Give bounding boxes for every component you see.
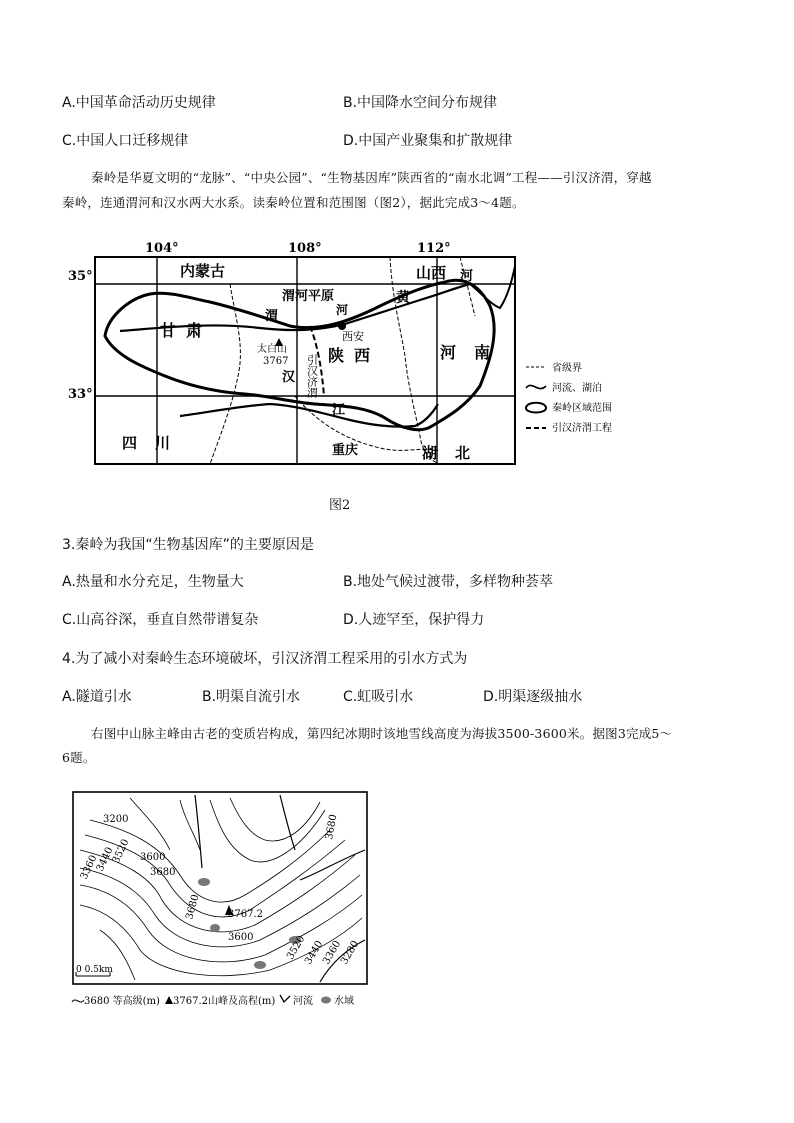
- legend-contour: 3680 等高级(m): [84, 996, 160, 1007]
- q4-option-c[interactable]: C.虹吸引水: [343, 689, 414, 705]
- label-han: 汉: [282, 370, 296, 385]
- contour-3440-left: 3440: [94, 845, 116, 874]
- contour-3360-right: 3360: [321, 938, 344, 967]
- intro1-line2: 秦岭，连通渭河和汉水两大水系。读秦岭位置和范围图（图2），据此完成3～4题。: [62, 195, 525, 210]
- contour-3280-right: 3280: [339, 938, 362, 967]
- label-taibai: 太白山: [257, 344, 287, 355]
- scale-bar: 0 0.5km: [76, 965, 113, 975]
- contour-3680-left: 3680: [150, 867, 176, 878]
- contour-3600-left: 3600: [140, 852, 166, 863]
- label-neimenggu: 内蒙古: [180, 262, 226, 280]
- q4-option-a[interactable]: A.隧道引水: [62, 689, 132, 705]
- legend-yinhan-project: 引汉济渭工程: [552, 423, 612, 434]
- lat-35: 35°: [68, 269, 93, 284]
- label-he-right: 河: [460, 269, 474, 284]
- label-weihe-plain: 渭河平原: [282, 289, 335, 304]
- option-a-prev[interactable]: A.中国革命活动历史规律: [62, 95, 216, 111]
- label-shanxi: 山西: [416, 264, 447, 282]
- lon-112: 112°: [417, 241, 451, 256]
- peak-elevation: 3767.2: [228, 909, 263, 920]
- q3-stem: 3.秦岭为我国“生物基因库”的主要原因是: [62, 537, 314, 553]
- label-shaanxi: 陕西: [328, 346, 381, 365]
- label-taibai-elev: 3767: [263, 356, 289, 367]
- q3-option-a[interactable]: A.热量和水分充足，生物量大: [62, 574, 244, 590]
- contour-3360-left: 3360: [78, 853, 100, 882]
- label-sichuan: 四川: [122, 434, 189, 452]
- legend-provincial-border: 省级界: [552, 363, 582, 374]
- label-hubei: 湖北: [422, 444, 489, 462]
- label-henan: 河南: [440, 343, 509, 362]
- contour-3440-right: 3440: [303, 938, 326, 967]
- contour-3520-right: 3520: [285, 933, 308, 962]
- q4-stem: 4.为了减小对秦岭生态环境破坏，引汉济渭工程采用的引水方式为: [62, 651, 468, 667]
- legend-river: 河流: [293, 996, 313, 1007]
- q4-option-d[interactable]: D.明渠逐级抽水: [483, 689, 583, 705]
- label-wei: 渭: [265, 309, 279, 324]
- label-xian: 西安: [342, 330, 364, 343]
- q3-option-c[interactable]: C.山高谷深，垂直自然带谱复杂: [62, 612, 259, 628]
- legend-qinling-region: 秦岭区域范围: [552, 403, 612, 414]
- xian-point: [338, 322, 346, 330]
- qinling-location-map: [60, 236, 660, 468]
- contour-3520-left: 3520: [110, 837, 132, 866]
- option-b-prev[interactable]: B.中国降水空间分布规律: [343, 95, 498, 111]
- legend-water-icon: [321, 997, 331, 1004]
- intro2-line2: 6题。: [62, 750, 96, 765]
- label-he: 河: [336, 303, 349, 317]
- q4-option-b[interactable]: B.明渠自流引水: [202, 689, 301, 705]
- figure2-caption: 图2: [329, 498, 351, 513]
- legend-peak: 3767.2山峰及高程(m): [173, 996, 276, 1007]
- lon-104: 104°: [145, 241, 179, 256]
- intro2-line1: 右图中山脉主峰由古老的变质岩构成，第四纪冰期时该地雪线高度为海拔3500-3600米。据图3完成5～: [91, 726, 673, 741]
- rivers: [195, 795, 365, 982]
- contour-3680-center: 3680: [184, 893, 202, 921]
- label-jiang: 江: [332, 403, 346, 418]
- contour-3600-center: 3600: [228, 932, 254, 943]
- legend-river-icon: [280, 995, 290, 1002]
- intro1-line1: 秦岭是华夏文明的“龙脉”、“中央公园”、“生物基因库”陕西省的“南水北调”工程——引汉济渭，穿越: [91, 170, 652, 185]
- lat-33: 33°: [68, 387, 93, 402]
- option-d-prev[interactable]: D.中国产业聚集和扩散规律: [343, 133, 513, 149]
- label-yinhan: 引汉济渭: [305, 354, 319, 398]
- legend-river-lake: 河流、湖泊: [552, 383, 602, 394]
- label-huang: 黄: [396, 290, 410, 306]
- contour-3680-top: 3680: [324, 813, 340, 841]
- map1-legend: [526, 361, 612, 434]
- q3-option-b[interactable]: B.地处气候过渡带，多样物种荟萃: [343, 574, 554, 590]
- contour-map: [70, 790, 370, 1015]
- legend-water: 水域: [334, 996, 354, 1007]
- lon-108: 108°: [288, 241, 322, 256]
- label-chongqing: 重庆: [332, 443, 359, 458]
- label-gansu: 甘肃: [160, 321, 213, 340]
- option-c-prev[interactable]: C.中国人口迁移规律: [62, 133, 189, 149]
- han-river: [180, 404, 438, 427]
- contour-3200: 3200: [103, 814, 129, 825]
- q3-option-d[interactable]: D.人迹罕至，保护得力: [343, 612, 485, 628]
